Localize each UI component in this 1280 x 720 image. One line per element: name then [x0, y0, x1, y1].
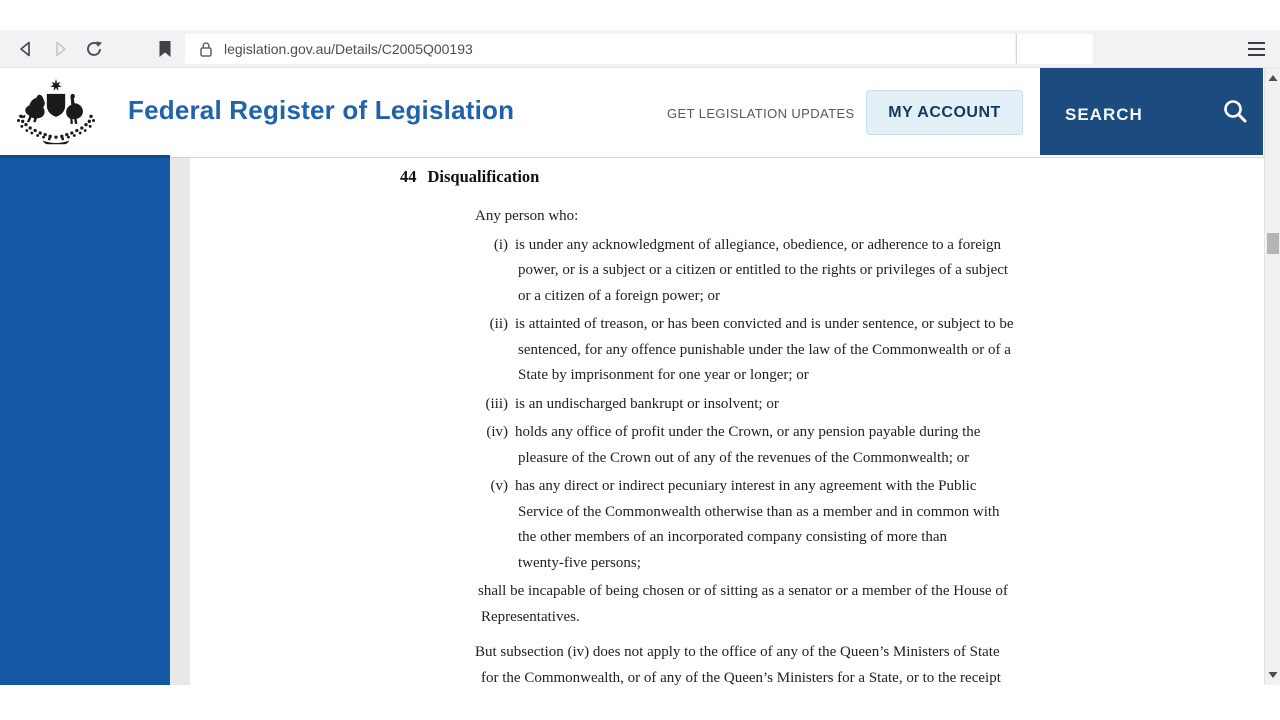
list-item-v	[475, 474, 1014, 576]
section-number: 44	[400, 167, 417, 186]
browser-toolbar	[0, 30, 1280, 68]
item-line: sentenced, for any offence punishable under the law of the Commonwealth or of a	[518, 341, 1011, 358]
get-legislation-updates-link[interactable]: GET LEGISLATION UPDATES	[667, 106, 855, 121]
search-label: SEARCH	[1065, 105, 1143, 124]
scroll-down-icon[interactable]	[1268, 671, 1278, 679]
item-marker: (i)	[493, 236, 508, 253]
menu-bar	[1248, 42, 1265, 44]
item-line	[475, 392, 1014, 418]
item-line: or a citizen of a foreign power; or	[518, 287, 720, 304]
list-item-ii	[475, 312, 1014, 389]
item-line: power, or is a subject or a citizen or entitled to the rights or privileges of a subject	[518, 262, 1009, 278]
site-header	[0, 68, 1280, 155]
section-heading	[400, 167, 539, 187]
paragraph-line: Representatives.	[481, 608, 580, 625]
paragraph-line: for the Commonwealth, or of any of the Queen’s Ministers for a State, or to the receipt	[481, 669, 1001, 685]
list-item-i	[475, 233, 1014, 310]
search-button[interactable]	[1040, 68, 1263, 155]
item-line	[475, 233, 1014, 259]
site-title[interactable]: Federal Register of Legislation	[128, 95, 515, 125]
item-line: State by imprisonment for one year or longer; or	[518, 367, 809, 383]
vertical-scrollbar[interactable]	[1264, 68, 1280, 685]
item-line: pleasure of the Crown out of any of the revenues of the Commonwealth; or	[518, 449, 970, 466]
item-text: holds any office of profit under the Crown, or any pension payable during the	[515, 424, 981, 440]
lock-icon	[199, 41, 213, 58]
item-marker: (iii)	[485, 395, 508, 412]
forward-icon[interactable]	[50, 39, 70, 59]
item-line	[475, 312, 1014, 338]
item-line: Service of the Commonwealth otherwise than as a member and in common with	[518, 503, 1000, 520]
scrollbar-thumb[interactable]	[1267, 233, 1279, 254]
search-icon[interactable]	[1222, 98, 1249, 125]
item-marker: (v)	[490, 478, 508, 494]
page-content	[0, 155, 1264, 685]
menu-icon[interactable]	[1248, 42, 1265, 57]
document-gutter	[170, 157, 190, 685]
scroll-up-icon[interactable]	[1268, 74, 1278, 82]
item-text: is attainted of treason, or has been convicted and is under sentence, or subject to be	[515, 316, 1014, 332]
refresh-icon[interactable]	[84, 39, 104, 59]
item-marker: (ii)	[489, 316, 508, 332]
closing-paragraph	[475, 579, 1014, 630]
document-body	[475, 204, 1014, 685]
item-text: has any direct or indirect pecuniary interest in any agreement with the Public	[515, 478, 977, 494]
url-text: legislation.gov.au/Details/C2005Q00193	[224, 41, 473, 57]
item-line: the other members of an incorporated company consisting of more than	[518, 529, 948, 545]
toolbar-secondary-box[interactable]	[1016, 34, 1093, 64]
coat-of-arms-logo[interactable]	[14, 78, 98, 148]
item-line	[475, 420, 1014, 446]
list-item-iii	[475, 392, 1014, 418]
item-line	[475, 474, 1014, 500]
document-viewer	[190, 157, 1264, 685]
menu-bar	[1248, 54, 1265, 56]
url-input[interactable]	[185, 34, 1015, 64]
back-icon[interactable]	[16, 39, 36, 59]
intro-line: Any person who:	[475, 208, 579, 224]
subsection-paragraph	[475, 640, 1014, 685]
bookmark-icon[interactable]	[158, 40, 172, 58]
left-sidebar	[0, 155, 170, 685]
item-text: is an undischarged bankrupt or insolvent; or	[515, 395, 779, 412]
item-line: twenty-five persons;	[518, 554, 641, 571]
paragraph-line: But subsection (iv) does not apply to the office of any of the Queen’s Ministers of State	[475, 644, 1000, 660]
menu-bar	[1248, 48, 1265, 50]
section-title: Disqualification	[427, 167, 540, 186]
list-item-iv	[475, 420, 1014, 471]
item-text: is under any acknowledgment of allegiance, obedience, or adherence to a foreign	[515, 236, 1002, 253]
item-marker: (iv)	[486, 424, 508, 440]
paragraph-line: shall be incapable of being chosen or of sitting as a senator or a member of the House of	[478, 583, 1008, 599]
my-account-button[interactable]: MY ACCOUNT	[866, 90, 1023, 135]
